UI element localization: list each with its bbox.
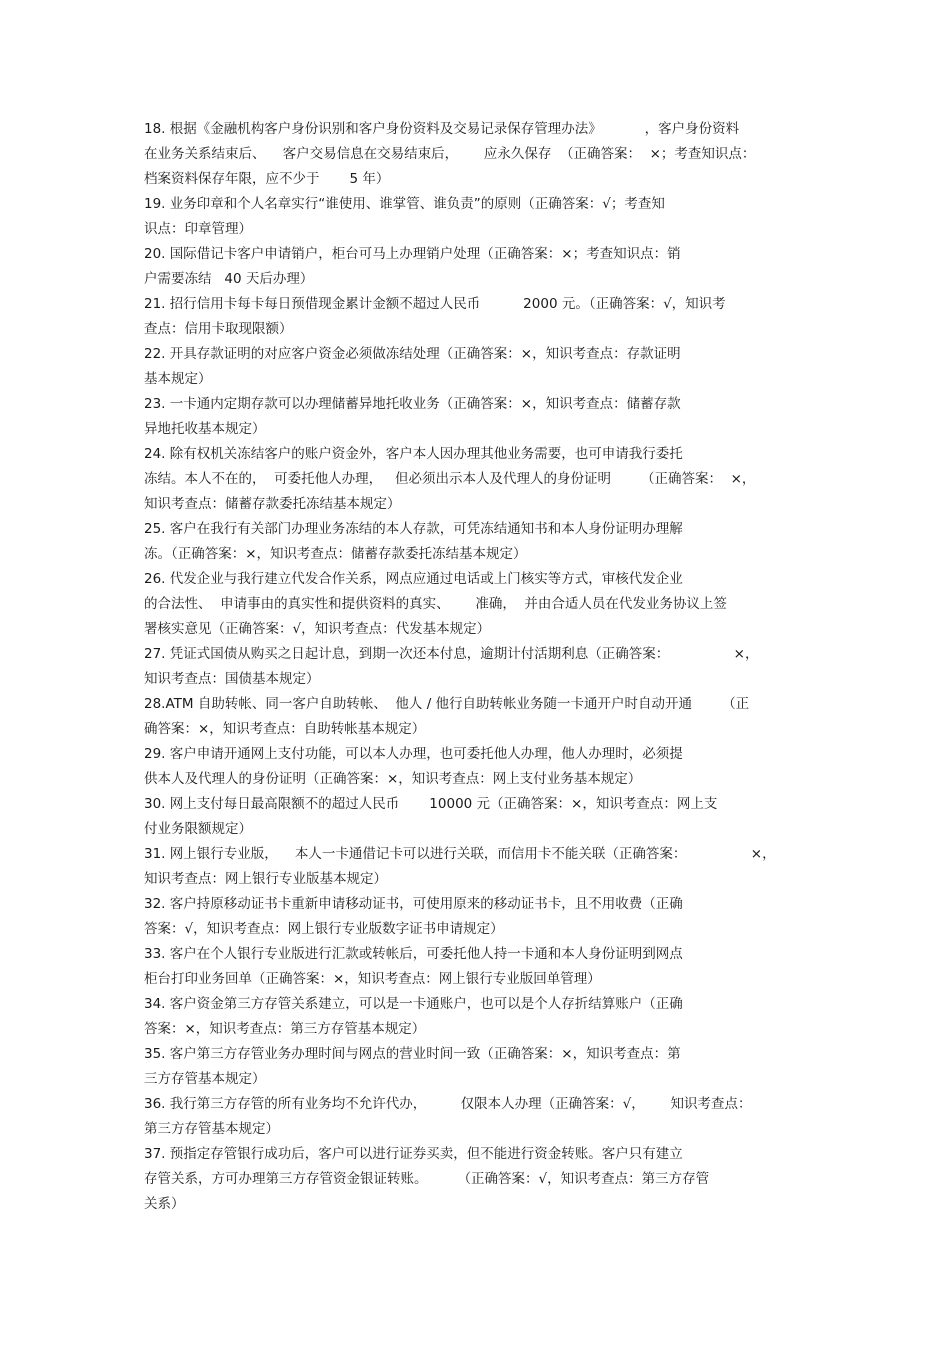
text-line: 知识考查点：储蓄存款委托冻结基本规定） (144, 496, 401, 512)
document-body (144, 117, 814, 1217)
text-line: 存管关系，方可办理第三方存管资金银证转账。 （正确答案：√，知识考查点：第三方存管 (144, 1171, 710, 1187)
text-line: 知识考查点：国债基本规定） (144, 671, 320, 687)
text-line: 的合法性、 申请事由的真实性和提供资料的真实、 准确， 并由合适人员在代发业务协议上签 (144, 596, 727, 612)
text-line: 26. 代发企业与我行建立代发合作关系，网点应通过电话或上门核实等方式，审核代发企业 (144, 571, 683, 587)
text-line: 36. 我行第三方存管的所有业务均不允许代办， 仅限本人办理（正确答案：√， 知识考查点： (144, 1096, 752, 1112)
text-line: 23. 一卡通内定期存款可以办理储蓄异地托收业务（正确答案：×，知识考查点：储蓄存款 (144, 396, 681, 412)
text-line: 供本人及代理人的身份证明（正确答案：×，知识考查点：网上支付业务基本规定） (144, 771, 642, 787)
text-line: 付业务限额规定） (144, 821, 252, 837)
text-line: 冻。（正确答案：×，知识考查点：储蓄存款委托冻结基本规定） (144, 546, 527, 562)
text-line: 基本规定） (144, 371, 212, 387)
text-line: 异地托收基本规定） (144, 421, 266, 437)
text-line: 署核实意见（正确答案：√，知识考查点：代发基本规定） (144, 621, 491, 637)
text-line: 34. 客户资金第三方存管关系建立，可以是一卡通账户，也可以是个人存折结算账户（正确 (144, 996, 683, 1012)
text-line: 档案资料保存年限，应不少于 5 年） (144, 171, 390, 187)
text-line: 户需要冻结 40 天后办理） (144, 271, 314, 287)
text-line: 关系） (144, 1196, 185, 1212)
text-line: 28.ATM 自助转帐、同一客户自助转帐、 他人 / 他行自助转帐业务随一卡通开户时自动开通 （正 (144, 696, 750, 712)
text-line: 31. 网上银行专业版， 本人一卡通借记卡可以进行关联，而信用卡不能关联（正确答案： ×， (144, 846, 776, 862)
text-line: 答案：×，知识考查点：第三方存管基本规定） (144, 1021, 426, 1037)
text-line: 三方存管基本规定） (144, 1071, 266, 1087)
text-line: 24. 除有权机关冻结客户的账户资金外，客户本人因办理其他业务需要，也可申请我行委托 (144, 446, 683, 462)
text-line: 知识考查点：网上银行专业版基本规定） (144, 871, 387, 887)
text-line: 19. 业务印章和个人名章实行“谁使用、谁掌管、谁负责”的原则（正确答案：√；考查知 (144, 196, 665, 212)
text-line: 30. 网上支付每日最高限额不的超过人民币 10000 元（正确答案：×，知识考查点：网上支 (144, 796, 718, 812)
text-line: 32. 客户持原移动证书卡重新申请移动证书，可使用原来的移动证书卡，且不用收费（正确 (144, 896, 683, 912)
text-line: 21. 招行信用卡每卡每日预借现金累计金额不超过人民币 2000 元。（正确答案：√，知识考 (144, 296, 726, 312)
text-line: 22. 开具存款证明的对应客户资金必须做冻结处理（正确答案：×，知识考查点：存款证明 (144, 346, 681, 362)
text-line: 33. 客户在个人银行专业版进行汇款或转帐后，可委托他人持一卡通和本人身份证明到网点 (144, 946, 683, 962)
text-line: 识点：印章管理） (144, 221, 252, 237)
text-line: 29. 客户申请开通网上支付功能，可以本人办理，也可委托他人办理，他人办理时，必须提 (144, 746, 683, 762)
text-line: 18. 根据《金融机构客户身份识别和客户身份资料及交易记录保存管理办法》 ，客户身份资料 (144, 121, 740, 137)
text-line: 37. 预指定存管银行成功后，客户可以进行证券买卖，但不能进行资金转账。客户只有建立 (144, 1146, 683, 1162)
text-line: 第三方存管基本规定） (144, 1121, 279, 1137)
text-line: 柜台打印业务回单（正确答案：×，知识考查点：网上银行专业版回单管理） (144, 971, 601, 987)
text-line: 35. 客户第三方存管业务办理时间与网点的营业时间一致（正确答案：×，知识考查点：第 (144, 1046, 681, 1062)
text-line: 答案：√，知识考查点：网上银行专业版数字证书申请规定） (144, 921, 504, 937)
text-line: 查点：信用卡取现限额） (144, 321, 293, 337)
text-line: 确答案：×，知识考查点：自助转帐基本规定） (144, 721, 426, 737)
text-line: 20. 国际借记卡客户申请销户，柜台可马上办理销户处理（正确答案：×；考查知识点：销 (144, 246, 681, 262)
text-line: 27. 凭证式国债从购买之日起计息，到期一次还本付息，逾期计付活期利息（正确答案： ×， (144, 646, 759, 662)
text-line: 25. 客户在我行有关部门办理业务冻结的本人存款，可凭冻结通知书和本人身份证明办理解 (144, 521, 683, 537)
text-line: 在业务关系结束后、 客户交易信息在交易结束后， 应永久保存 （正确答案： ×；考查知识点： (144, 146, 756, 162)
text-line: 冻结。本人不在的， 可委托他人办理， 但必须出示本人及代理人的身份证明 （正确答案： ×， (144, 471, 756, 487)
